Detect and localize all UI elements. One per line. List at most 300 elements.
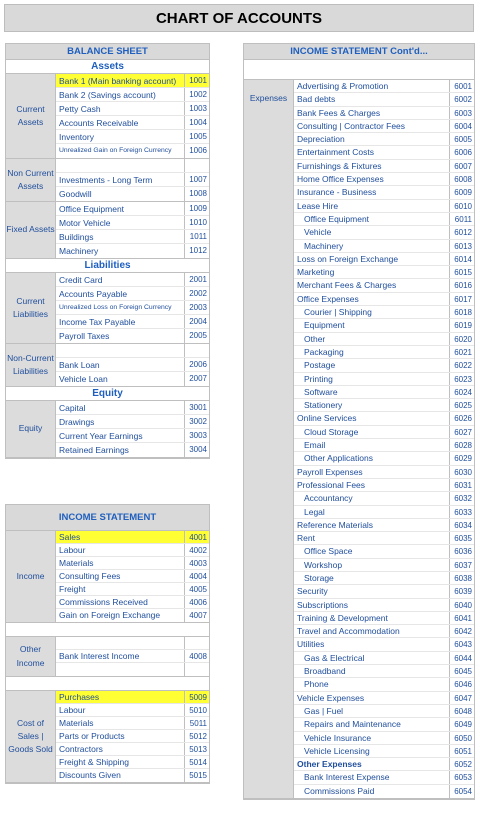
account-row [294, 559, 474, 572]
account-name: Software [304, 386, 338, 397]
account-name: Labour [59, 705, 86, 715]
account-row [294, 479, 474, 492]
account-code: 6054 [449, 785, 474, 798]
account-name: Unrealized Loss on Foreign Currency [59, 304, 172, 311]
account-row [56, 570, 209, 583]
account-name: Subscriptions [297, 599, 349, 610]
account-row [56, 88, 209, 102]
account-name: Freight & Shipping [59, 757, 129, 767]
account-row [294, 678, 474, 691]
group-rows [56, 344, 209, 386]
account-row [294, 80, 474, 93]
account-name: Accounts Receivable [59, 118, 139, 128]
account-row [294, 745, 474, 758]
account-row [294, 599, 474, 612]
section-title: Equity [6, 387, 209, 401]
group-spacer [6, 623, 209, 637]
account-name: Commissions Paid [304, 785, 375, 796]
account-name: Gain on Foreign Exchange [59, 610, 161, 620]
account-code: 6030 [449, 466, 474, 478]
account-row [294, 186, 474, 199]
account-row [294, 572, 474, 585]
group-label: Non-Current Liabilities [6, 344, 56, 386]
account-row [294, 412, 474, 425]
account-name: Office Equipment [59, 204, 125, 214]
account-row [56, 358, 209, 372]
account-row [56, 401, 209, 415]
account-code: 4001 [184, 531, 209, 543]
account-code: 1002 [184, 88, 209, 101]
account-row [294, 306, 474, 319]
account-row [294, 705, 474, 718]
account-group [6, 401, 209, 458]
account-group [6, 691, 209, 783]
account-code: 1004 [184, 116, 209, 129]
account-name: Packaging [304, 346, 344, 357]
account-row [56, 144, 209, 158]
account-code: 6018 [449, 306, 474, 318]
account-code: 6052 [449, 758, 474, 770]
account-name: Merchant Fees & Charges [297, 280, 397, 291]
account-name: Motor Vehicle [59, 218, 111, 228]
account-name [56, 663, 184, 676]
account-code: 6003 [449, 107, 474, 119]
account-code: 6049 [449, 718, 474, 730]
account-name: Other Expenses [297, 759, 362, 770]
account-code: 6045 [449, 665, 474, 677]
account-row [294, 585, 474, 598]
account-row [294, 293, 474, 306]
account-row [56, 704, 209, 717]
account-code: 1001 [184, 74, 209, 87]
account-code: 1012 [184, 244, 209, 258]
account-name: Office Equipment [304, 213, 370, 224]
account-name: Postage [304, 360, 336, 371]
account-row [294, 718, 474, 731]
account-code: 3002 [184, 415, 209, 428]
account-group [6, 202, 209, 259]
account-row [294, 107, 474, 120]
account-row [294, 732, 474, 745]
account-row [56, 74, 209, 88]
account-name [56, 344, 184, 357]
account-name: Parts or Products [59, 731, 125, 741]
account-name: Training & Development [297, 612, 388, 623]
account-name: Insurance - Business [297, 187, 377, 198]
account-group [6, 531, 209, 623]
account-code: 6044 [449, 652, 474, 664]
account-name: Materials [59, 558, 94, 568]
account-name: Credit Card [59, 275, 103, 285]
account-code: 3003 [184, 429, 209, 442]
account-row [294, 359, 474, 372]
account-row [294, 266, 474, 279]
account-name: Retained Earnings [59, 445, 129, 455]
account-code: 6008 [449, 173, 474, 185]
account-name: Advertising & Promotion [297, 81, 389, 91]
account-code: 6010 [449, 200, 474, 212]
account-name: Machinery [59, 246, 99, 256]
balance-sheet-header: BALANCE SHEET [6, 44, 209, 60]
account-group [244, 80, 474, 799]
group-label: Fixed Assets [6, 202, 56, 258]
account-code: 6027 [449, 426, 474, 438]
account-code: 4004 [184, 570, 209, 582]
group-rows [56, 691, 209, 782]
group-rows [56, 401, 209, 457]
account-code: 6028 [449, 439, 474, 451]
account-code: 6041 [449, 612, 474, 624]
account-row [56, 663, 209, 676]
account-row [56, 730, 209, 743]
account-row [56, 187, 209, 201]
account-name: Online Services [297, 413, 357, 424]
account-row [294, 652, 474, 665]
account-name: Marketing [297, 267, 335, 278]
account-code: 4002 [184, 544, 209, 556]
account-code: 5011 [184, 717, 209, 729]
account-name: Repairs and Maintenance [304, 719, 401, 730]
account-row [56, 130, 209, 144]
account-name: Drawings [59, 417, 95, 427]
account-row [294, 519, 474, 532]
account-code: 6020 [449, 333, 474, 345]
account-code: 6046 [449, 678, 474, 690]
account-row [56, 756, 209, 769]
account-name: Inventory [59, 132, 94, 142]
account-code: 4007 [184, 609, 209, 622]
account-code: 6001 [449, 80, 474, 92]
account-row [56, 637, 209, 650]
account-code: 6014 [449, 253, 474, 265]
account-code: 6026 [449, 412, 474, 424]
account-name: Utilities [297, 639, 325, 650]
account-name: Freight [59, 584, 86, 594]
account-row [56, 691, 209, 704]
account-name: Labour [59, 545, 86, 555]
account-name: Income Tax Payable [59, 317, 136, 327]
account-row [56, 596, 209, 609]
account-name: Vehicle Insurance [304, 732, 372, 743]
account-code: 6034 [449, 519, 474, 531]
account-row [56, 202, 209, 216]
account-row [294, 173, 474, 186]
account-code: 1011 [184, 230, 209, 243]
account-code: 4003 [184, 557, 209, 569]
account-row [294, 545, 474, 558]
account-name: Petty Cash [59, 104, 101, 114]
account-code: 6037 [449, 559, 474, 571]
account-name: Storage [304, 572, 334, 583]
account-row [294, 213, 474, 226]
account-row [294, 346, 474, 359]
page-title: CHART OF ACCOUNTS [4, 4, 474, 32]
account-name: Loss on Foreign Exchange [297, 253, 399, 264]
account-name: Accountancy [304, 493, 353, 504]
account-name: Bank 1 (Main banking account) [56, 74, 184, 87]
account-name: Office Expenses [297, 293, 359, 304]
account-name: Furnishings & Fixtures [297, 160, 382, 171]
account-name: Purchases [56, 691, 184, 703]
account-name: Lease Hire [297, 200, 339, 211]
account-name: Equipment [304, 320, 345, 331]
account-row [56, 315, 209, 329]
account-code: 6016 [449, 279, 474, 291]
account-name: Materials [59, 718, 94, 728]
account-row [56, 415, 209, 429]
account-name [56, 637, 184, 649]
account-row [56, 443, 209, 457]
account-name: Workshop [304, 559, 343, 570]
account-code: 1006 [184, 144, 209, 158]
account-row [294, 399, 474, 412]
account-code: 3004 [184, 443, 209, 457]
account-name: Investments - Long Term [59, 175, 153, 185]
account-code: 6032 [449, 492, 474, 504]
account-name: Bank 2 (Savings account) [59, 90, 156, 100]
section-title: Assets [6, 60, 209, 74]
account-name: Entertainment Costs [297, 147, 375, 158]
account-row [56, 717, 209, 730]
account-code: 6025 [449, 399, 474, 411]
account-name: Bank Fees & Charges [297, 107, 381, 118]
account-name: Courier | Shipping [304, 307, 372, 318]
account-code [184, 637, 209, 649]
group-label: Equity [6, 401, 56, 457]
account-code [184, 344, 209, 357]
account-name: Gas | Fuel [304, 705, 344, 716]
account-name: Commissions Received [59, 597, 148, 607]
group-label: Expenses [244, 80, 294, 798]
account-row [294, 625, 474, 638]
account-row [294, 226, 474, 239]
account-code: 6033 [449, 506, 474, 518]
group-rows [56, 74, 209, 158]
account-row [294, 692, 474, 705]
account-row [294, 146, 474, 159]
account-name: Professional Fees [297, 479, 366, 490]
account-row [56, 230, 209, 244]
account-code: 3001 [184, 401, 209, 414]
account-code: 6015 [449, 266, 474, 278]
account-code: 6012 [449, 226, 474, 238]
account-code: 6031 [449, 479, 474, 491]
account-row [56, 159, 209, 173]
account-row [294, 785, 474, 798]
account-code: 6040 [449, 599, 474, 611]
account-row [294, 200, 474, 213]
account-code: 6053 [449, 771, 474, 783]
account-code: 6043 [449, 638, 474, 650]
account-code: 6021 [449, 346, 474, 358]
account-name: Other [304, 333, 326, 344]
account-row [294, 253, 474, 266]
group-label: Income [6, 531, 56, 622]
account-code: 6047 [449, 692, 474, 704]
account-group [6, 159, 209, 202]
account-name: Current Year Earnings [59, 431, 143, 441]
group-label: Non Current Assets [6, 159, 56, 201]
account-name: Vehicle Loan [59, 374, 108, 384]
account-code: 6022 [449, 359, 474, 371]
account-code: 5012 [184, 730, 209, 742]
account-code: 4008 [184, 650, 209, 662]
account-row [294, 492, 474, 505]
account-row [56, 743, 209, 756]
account-row [56, 544, 209, 557]
account-code: 6006 [449, 146, 474, 158]
account-name: Goodwill [59, 189, 92, 199]
account-row [294, 612, 474, 625]
account-code: 6004 [449, 120, 474, 132]
account-row [294, 319, 474, 332]
account-row [56, 344, 209, 358]
account-row [56, 116, 209, 130]
account-code: 5009 [184, 691, 209, 703]
account-group [6, 637, 209, 677]
account-row [56, 769, 209, 782]
account-row [56, 273, 209, 287]
account-group [6, 344, 209, 387]
account-name: Printing [304, 373, 333, 384]
group-label: Cost of Sales | Goods Sold [6, 691, 56, 782]
balance-sheet-panel [5, 43, 210, 459]
account-code: 6017 [449, 293, 474, 305]
account-code: 2002 [184, 287, 209, 300]
account-name: Home Office Expenses [297, 174, 384, 185]
account-row [56, 609, 209, 622]
account-name: Payroll Expenses [297, 466, 363, 477]
account-code: 6005 [449, 133, 474, 145]
account-row [294, 240, 474, 253]
group-label: Other Income [6, 637, 56, 676]
account-name: Bank Loan [59, 360, 100, 370]
account-name: Unrealized Gain on Foreign Currency [59, 147, 172, 154]
account-name: Consulting Fees [59, 571, 121, 581]
income-statement-contd-panel [243, 43, 475, 800]
account-name: Reference Materials [297, 519, 374, 530]
account-code: 6024 [449, 386, 474, 398]
account-name: Machinery [304, 240, 344, 251]
account-row [294, 93, 474, 106]
account-row [294, 333, 474, 346]
account-row [56, 329, 209, 343]
account-name: Security [297, 586, 328, 597]
account-name: Vehicle Licensing [304, 745, 370, 756]
header-spacer [244, 60, 474, 80]
account-code: 6007 [449, 160, 474, 172]
account-row [56, 301, 209, 315]
account-row [294, 638, 474, 651]
account-row [56, 557, 209, 570]
account-code: 6038 [449, 572, 474, 584]
account-name: Rent [297, 533, 315, 544]
account-name: Other Applications [304, 453, 373, 464]
account-row [56, 173, 209, 187]
account-code: 6036 [449, 545, 474, 557]
account-name: Broadband [304, 666, 346, 677]
account-code [184, 663, 209, 676]
account-code: 2006 [184, 358, 209, 371]
account-code [184, 159, 209, 172]
account-row [294, 386, 474, 399]
income-statement-header: INCOME STATEMENT [6, 505, 209, 531]
account-name: Contractors [59, 744, 103, 754]
account-code: 1007 [184, 173, 209, 186]
account-code: 4005 [184, 583, 209, 595]
account-row [56, 531, 209, 544]
account-name: Consulting | Contractor Fees [297, 120, 406, 131]
account-row [56, 244, 209, 258]
account-name: Capital [59, 403, 86, 413]
account-name: Depreciation [297, 134, 345, 145]
account-name: Gas & Electrical [304, 652, 365, 663]
account-code: 6002 [449, 93, 474, 105]
account-row [56, 650, 209, 663]
account-row [294, 665, 474, 678]
group-rows [56, 531, 209, 622]
account-row [56, 287, 209, 301]
account-row [56, 216, 209, 230]
account-row [294, 439, 474, 452]
account-row [294, 120, 474, 133]
account-row [294, 532, 474, 545]
account-code: 6013 [449, 240, 474, 252]
account-row [56, 102, 209, 116]
account-code: 6011 [449, 213, 474, 225]
group-rows [56, 202, 209, 258]
account-code: 6042 [449, 625, 474, 637]
account-name: Vehicle Expenses [297, 692, 365, 703]
group-rows [56, 159, 209, 201]
account-name [56, 159, 184, 172]
account-code: 2004 [184, 315, 209, 328]
account-row [294, 426, 474, 439]
account-code: 1003 [184, 102, 209, 115]
account-code: 6039 [449, 585, 474, 597]
account-code: 1010 [184, 216, 209, 229]
group-spacer [6, 677, 209, 691]
account-name: Email [304, 440, 326, 451]
account-row [56, 372, 209, 386]
account-name: Office Space [304, 546, 353, 557]
account-name: Discounts Given [59, 770, 121, 780]
account-name: Cloud Storage [304, 426, 359, 437]
account-row [294, 506, 474, 519]
account-name: Bank Interest Income [59, 651, 140, 661]
account-row [56, 583, 209, 596]
account-code: 6051 [449, 745, 474, 757]
account-name: Buildings [59, 232, 94, 242]
account-code: 6023 [449, 373, 474, 385]
account-code: 2005 [184, 329, 209, 343]
group-rows [294, 80, 474, 798]
account-code: 1009 [184, 202, 209, 215]
account-row [294, 279, 474, 292]
account-row [294, 452, 474, 465]
group-label: Current Liabilities [6, 273, 56, 343]
account-name: Payroll Taxes [59, 331, 110, 341]
section-title: Liabilities [6, 259, 209, 273]
account-code: 5013 [184, 743, 209, 755]
account-code: 5015 [184, 769, 209, 782]
account-row [294, 133, 474, 146]
account-name: Legal [304, 506, 325, 517]
account-name: Accounts Payable [59, 289, 128, 299]
account-code: 5014 [184, 756, 209, 768]
group-rows [56, 637, 209, 676]
account-code: 6035 [449, 532, 474, 544]
